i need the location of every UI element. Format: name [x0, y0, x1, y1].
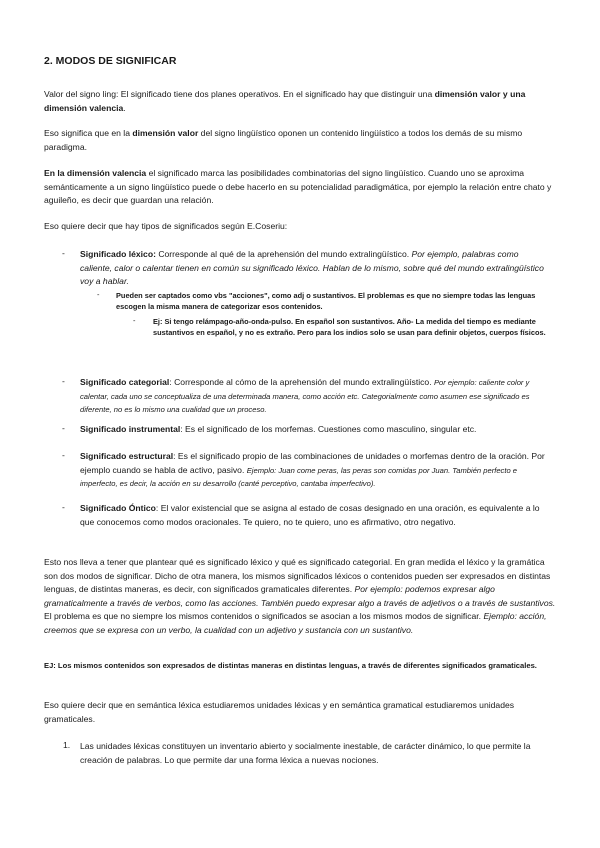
paragraph-coseriu: Eso quiere decir que hay tipos de significados según E.Coseriu:	[44, 221, 288, 231]
bullet-dash: -	[62, 450, 65, 460]
section-heading: 2. MODOS DE SIGNIFICAR	[44, 55, 177, 67]
p1-bold-mid: y una	[500, 89, 526, 99]
bullet-estructural	[80, 450, 550, 491]
paragraph-signo	[44, 88, 560, 115]
p5-text2: El problema es que no siempre los mismos contenidos o significados se asocian a los mismos modos de significar.	[44, 611, 484, 622]
ontico-text: : El valor existencial que se asigna al estado de cosas designado en una oración, es equivalente a lo que conocemos como modos oracionales. Te quiero, no te quiero, uno es afirmativo, otro negativo.	[80, 503, 540, 527]
p1-post: .	[123, 102, 126, 113]
estructural-example: Ejemplo: Juan come peras, las peras son comidas por Juan. También perfecto e imperfecto, es decir, la acción en su desarrollo (canté perceptivo, cantaba imperfectivo).	[80, 465, 518, 489]
subbullet-ejemplo: Ej: Si tengo relámpago-año-onda-pulso. En español son sustantivos. Año- La medida del tiempo es mediante sustantivos en español, y no es extraño. Pero para los indios solo se usan para definir objetos, cuerpos físicos.	[153, 317, 546, 337]
categorial-title: Significado categorial	[80, 377, 170, 387]
p1-bold-valor: dimensión valor	[434, 89, 501, 99]
list-number: 1.	[63, 740, 71, 750]
categorial-text: : Corresponde al cómo de la aprehensión del mundo extralingüístico.	[169, 377, 434, 387]
paragraph-semantica: Eso quiere decir que en semántica léxica estudiaremos unidades léxicas y en semántica gramatical estudiaremos unidades gramaticales.	[44, 700, 515, 724]
p1-bold-valencia: dimensión valencia	[44, 102, 124, 113]
bullet-dash: -	[62, 502, 65, 512]
estructural-title: Significado estructural	[80, 451, 174, 461]
p2-post: del signo lingüístico oponen un contenido lingüístico a todos los demás de su mismo paradigma.	[44, 128, 523, 152]
categorial-example: Por ejemplo: caliente color y calentar, cada uno se conceptualiza de una determinada manera, como acción etc. Categorialmente como asumen ese significado es diferente, no es lo mismo una cualidad que un proceso.	[80, 378, 530, 415]
bullet-dash: -	[62, 423, 65, 433]
paragraph-valencia	[44, 167, 560, 208]
p5-text: Esto nos lleva a tener que plantear qué es significado léxico y qué es significado categorial. En gran medida el léxico y la gramática son dos modos de significar. Dicho de otra manera, los mismos significados léxicos o contenidos pueden ser expresados en distintas lenguas, de distintas maneras, es decir, con significados gramaticales diferentes.	[44, 557, 551, 595]
bullet-lexico	[80, 248, 550, 289]
instrumental-text: : Es el significado de los morfemas. Cuestiones como masculino, singular etc.	[180, 424, 477, 434]
paragraph-lexico-gramatica	[44, 556, 560, 638]
p2-bold: dimensión valor	[132, 128, 199, 138]
lexico-example: Por ejemplo, palabras como caliente, calor o calentar tienen en común su significado léxico. Hablan de lo mismo, sobre qué del mundo extralingüístico voy a hablar.	[80, 249, 544, 287]
subbullet-categorizar: Pueden ser captados como vbs "acciones", como adj o sustantivos. El problemas es que no siempre todas las lenguas escogen la misma manera de categorizar esos contenidos.	[116, 291, 536, 311]
p2-pre: Eso significa que en la	[44, 128, 133, 138]
lexico-text: Corresponde al qué de la aprehensión del mundo extralingüístico.	[155, 249, 412, 259]
subbullet2-dash: -	[133, 316, 136, 325]
p3-post: el significado marca las posibilidades combinatorias del signo lingüístico. Cuando uno se aproxima semánticamente a un signo lingüístico puede o debe hacerlo en su potencialidad paradigmática, por ejemplo la relación entre chato y aguileño, es decir que guardan una relación.	[44, 168, 552, 206]
ontico-title: Significado Óntico	[80, 503, 156, 513]
bullet-dash: -	[62, 248, 65, 258]
paragraph-valor	[44, 127, 560, 154]
p1-text: Valor del signo ling: El significado tiene dos planes operativos. En el significado hay que distinguir una	[44, 89, 435, 99]
p5-example2: Ejemplo: acción, creemos que se expresa con un verbo, la cualidad con un adjetivo y sustancia con un sustantivo.	[44, 611, 547, 635]
p3-bold: En la dimensión valencia	[44, 168, 147, 178]
subbullet-dash: -	[97, 290, 100, 299]
p5-example1: Por ejemplo: podemos expresar algo gramaticalmente a través de verbos, como las acciones. También puedo expresar algo a través de adjetivos o a través de sustantivos.	[44, 584, 556, 608]
paragraph-ej: EJ: Los mismos contenidos son expresados de distintas maneras en distintas lenguas, a través de diferentes significados gramaticales.	[44, 661, 537, 670]
lexico-title: Significado léxico:	[80, 249, 156, 259]
bullet-categorial	[80, 376, 550, 417]
bullet-ontico	[80, 502, 550, 529]
instrumental-title: Significado instrumental	[80, 424, 181, 434]
bullet-instrumental	[80, 423, 550, 437]
list-item-unidades-lexicas: Las unidades léxicas constituyen un inventario abierto y socialmente inestable, de carácter dinámico, lo que permite la creación de palabras. Lo que permite dar una forma léxica a nuevas nociones.	[80, 741, 531, 765]
bullet-dash: -	[62, 376, 65, 386]
estructural-text: : Es el significado propio de las combinaciones de unidades o morfemas dentro de la oración. Por ejemplo cuando se habla de activo, pasivo.	[80, 451, 545, 475]
